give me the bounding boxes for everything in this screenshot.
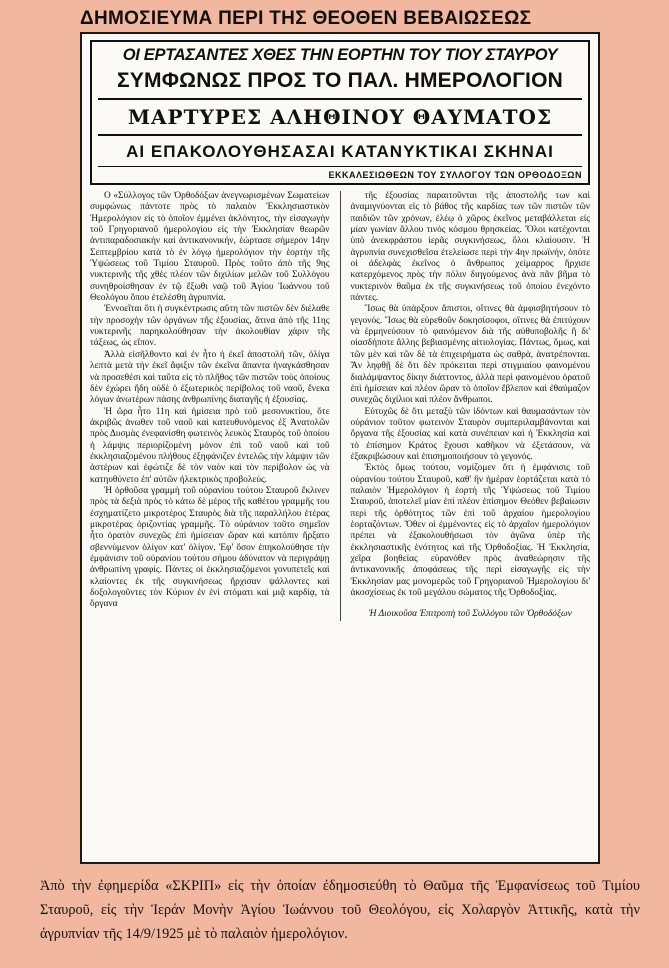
- paragraph: Ἀλλὰ εἰσῆλθοντο καὶ ἐν ἧτο ἡ ἐκεῖ ἀποστολὴ τῶν, ὀλίγα λεπτὰ μετὰ τὴν ἐκεῖ ἄφιξιν τῶν ἐκεῖνα ἅπαντα ἠναγκάσθησαν νὰ προσεθέσι καὶ ταῦτα εἰς τὸ πλῆθος τῶν πιστῶν τοὺς ὁποίους δὲν ἐχώρει ἤδη οὐδὲ ὁ ἐξωτερικὸς περίβολος τοῦ ναοῦ, ἕνεκα λόγων ἀνωτέρων πάσης ἀνθρωπίνης διαταγῆς ἡ ἐξουσίας.: [90, 349, 330, 406]
- headline-3: ΜΑΡΤΥΡΕΣ ΑΛΗΘΙΝΟΥ ΘΑΥΜΑΤΟΣ: [127, 105, 553, 129]
- headline-2: ΣΥΜΦΩΝΩΣ ΠΡΟΣ ΤΟ ΠΑΛ. ΗΜΕΡΟΛΟΓΙΟΝ: [117, 69, 563, 92]
- paragraph: τῆς ἐξουσίας παραιτοῦνται τῆς ἀποστολῆς των καὶ ἀναμιγνύονται εἰς τὸ βάθος τῆς καρδίας των τῶν πιστῶν τῶν παιδιῶν τῶν χρόνων, ἐλέῳ ὁ χῶρος ἐκεῖνος μεταβάλλεται εἰς μίαν γωνίαν ἄλλου τινὸς κόσμου θρησκείας. Ὅλοι κατέχονται ὑπὸ ἀνεκφράστου ἱερᾶς συγκινήσεως, ὅλοι κλαίουσιν. Ἡ ἀγρυπνία συνεχισθεῖσα ἐτελείωσε περὶ τὴν 4ην πρωϊνήν, ὁπότε οἱ ἀδελφὰς ἐκεῖνος ὁ ἄνθρωπος χείμαρρος ἤρχισε κατερχόμενος πρὸς τὴν πόλιν διηγούμενος ἀνὰ πᾶν βῆμα τὸ νυκτερινὸν θαῦμα ἐκ τῆς συγκινήσεως τοῦ ὁποίου ἐνεχόντο πάντες.: [350, 191, 591, 304]
- page-title: ΔΗΜΟΣΙΕΥΜΑ ΠΕΡΙ ΤΗΣ ΘΕΟΘΕΝ ΒΕΒΑΙΩΣΕΩΣ: [80, 8, 532, 29]
- divider: [98, 98, 582, 100]
- article-body: [90, 191, 590, 621]
- paragraph: Ἐκτὸς ὅμως τούτου, νομίζομεν ὅτι ἡ ἐμφάνισις τοῦ οὐρανίου τούτου Σταυροῦ, καθ' ἣν ἡμέραν ἑορτάζεται κατὰ τὸ παλαιὸν Ἡμερολόγιον ἡ ἑορτὴ τῆς Ὑψώσεως τοῦ Τιμίου Σταυροῦ, ἀποτελεῖ μίαν ἐπὶ πλέον ἐπίσημον Θεόθεν βεβαίωσιν περὶ τῆς ὀρθότητος τῶν ἐπὶ τοῦ ἀρχαίου ἡμερολογίου ἑορταζόντων. Ὅθεν οἱ ἐμμένοντες εἰς τὸ ἀρχαῖον ἡμερολόγιον πρέπει νὰ ἐξακολουθήσωσι τὸν ἀγῶνα ὑπὲρ τῆς ἐκκλησιαστικῆς ἑνότητος καὶ τῆς Ὀρθοδοξίας. Ἡ Ἐκκλησία, χεῖρα βοηθείας εὑρανόθεν πρὸς ἀναθεώρησιν τῆς ἀντικανονικῆς ἀποφάσεως τῆς περὶ εἰσαγωγῆς εἰς τὴν Ἐκκλησίαν μας μονομερῶς τοῦ Γρηγοριανοῦ Ἡμερολογίου δι' ἀκοσχίσεως ἐκ τοῦ μεγάλου σώματος τῆς Ὀρθοδοξίας.: [350, 463, 591, 599]
- signature: Ἡ Διοικοῦσα Ἐπιτροπὴ τοῦ Συλλόγου τῶν Ὀρθοδόξων: [368, 609, 572, 620]
- column-divider: [340, 191, 341, 621]
- article-column-2: [351, 191, 591, 621]
- paragraph: Ἡ ὥρα ἦτο 11η καὶ ἡμίσεια πρὸ τοῦ μεσονυκτίου, ὅτε ἀκριβῶς ἀνωθεν τοῦ ναοῦ καὶ κατευθυνόμενος ἐξ Ἀνατολῶν πρὸς Δυσμὰς ἐνεφανίσθη φωτεινὸς λευκὸς Σταυρὸς τοῦ ὁποίου ἡ λάμψις περιορίζομένη μόνον ἐπὶ τοῦ ναοῦ καὶ τοῦ ἐκκλησιαζομένου πλήθους ἐξηφάνιζεν ἐντελῶς τὴν λάμψιν τῶν ἀστέρων καὶ ἐφώτιζε δὲ τὸν ναὸν καὶ τὸν περίβολον ὡς νὰ κατηυθύνετο ἐπ' αὐτῶν ἠλεκτρικὸς προβολεύς.: [90, 406, 330, 485]
- paragraph: Ἴσως θὰ ὑπάρξουν ἄπιστοι, οἵτινες θὰ ἀμφισβητήσουν τὸ γεγονός. Ἴσως θὰ εὑρεθοῦν δοκησίσοφοι, οἵτινες θὰ ἐπιτύχουν νὰ ἑρμηνεύσουν τὸ φαινόμενον διὰ τῆς αὐθυποβολῆς ἢ δι' οἱασδήποτε ἄλλης βεβιασμένης αἰτιολογίας. Πάντως, ὅμως, καὶ τῶν μὲν καὶ τῶν δὲ τὰ ἐπιχειρήματα ὡς σαθρὰ, ἀνατρέπονται. Ἂν ληφθῇ δὲ ὅτι δὲν πρόκειται περὶ στιγμιαίου φαινομένου διαλάμψαντος δίκην διάττοντος, ἀλλὰ περὶ φαινομένου ὁρατοῦ ἐπὶ ἡμίσειαν καὶ πλέον ὥραν τὸ ὁποῖον ἔβλεπον καὶ ἐθαύμαζον συνεχῶς διχίλιοι καὶ πλέον ἄνθρωποι.: [350, 304, 591, 406]
- headline-block: [90, 40, 590, 185]
- paragraph: Ἡ ὀρθοῦσα γραμμὴ τοῦ οὐρανίου τούτου Σταυροῦ ἔκλινεν πρὸς τὰ δεξιὰ πρὸς τὸ κάτω δὲ μέρος τῆς καθέτου γραμμῆς του ἐσχηματίζετο μικροτέρος Σταυρὸς διὰ τῆς παραλλήλου ἑτέρας μικροτέρας ὁριζοντίας γραμμῆς. Τὸ οὐράνιον τοῦτο σημεῖον ἦτο ὁρατὸν συνεχῶς ἐπὶ ἡμίσειαν ὥραν καὶ κατόπιν ἤρξατο σβεννύμενον ὀλίγον κατ' ὀλίγον. Ἐφ' ὅσον ἐπηκολούθησε τὴν ἐμφάνισιν τοῦ οὐρανίου τούτου σήμου ἀδύνατον νὰ περιγράψῃ ἀνθρωπίνη γραφίς. Πάντες οἱ ἐκκλησιαζόμενοι γονυπετεῖς καὶ κλαίοντες ἐκ τῆς συγκινήσεως ἤρχισαν ψάλλοντες καὶ δοξολογοῦντες τὸν Κύριον ἐν ἑνὶ στόματι καὶ μιᾷ καρδίᾳ, τὰ ὄργανα: [90, 485, 330, 610]
- headline-4: ΑΙ ΕΠΑΚΟΛΟΥΘΗΣΑΣΑΙ ΚΑΤΑΝΥΚΤΙΚΑΙ ΣΚΗΝΑΙ: [126, 142, 554, 161]
- newspaper-clipping: [80, 32, 600, 864]
- headline-1: ΟΙ ΕΡΤΑΣΑΝΤΕΣ ΧΘΕΣ ΤΗΝ ΕΟΡΤΗΝ ΤΟΥ ΤΙΟΥ ΣΤΑΥΡΟΥ: [122, 46, 558, 64]
- caption: Ἀπὸ τὴν ἐφημερίδα «ΣΚΡΙΠ» εἰς τὴν ὁποίαν ἐδημοσιεύθη τὸ Θαῦμα τῆς Ἐμφανίσεως τοῦ Τιμίου Σταυροῦ, εἰς τὴν Ἱεράν Μονὴν Ἁγίου Ἰωάννου τοῦ Θεολόγου, εἰς Χολαργὸν Ἀττικῆς, κατὰ τὴν ἀγρυπνίαν τῆς 14/9/1925 μὲ τὸ παλαιὸν ἡμερολόγιον.: [40, 878, 640, 942]
- paragraph: Ἐννοεῖται ὅτι ἡ συγκέντρωσις αὕτη τῶν πιστῶν δὲν διέλαθε τὴν προσοχὴν τῶν ὀργάνων τῆς ἐξουσίας, ἅτινα ἀπὸ τῆς 11ης νυκτερινῆς παρηκολούθησαν τὴν ἀκολουθίαν χάριν τῆς τάξεως, ὡς εἴπον.: [90, 304, 330, 349]
- paragraph: Ο «Σύλλογος τῶν Ὀρθοδόξων ἀνεγνωρισμένων Σωματείων συμφώνως πάντοτε πρὸς τὸ παλαιὸν Ἐκκλησιαστικὸν Ἡμερολόγιον εἰς τὸ ὁποῖον ἐμμένει ἀκλόνητος, τὴν εἰσαγωγὴν τοῦ Γρηγοριανοῦ ἡμερολογίου εἰς τὴν Ἐκκλησίαν θεωρῶν ἀντιπαραδοσιακὴν καὶ ἀντικανονικήν, ἑώρτασε σήμερον 14ην Σεπτεμβρίου κατὰ τὸ ἐν λόγῳ ἡμερολόγιον τὴν ἑορτὴν τῆς Ὑψώσεως τοῦ Τιμίου Σταυροῦ. Πρὸς τοῦτο ἀπὸ τῆς 9ης νυκτερινῆς τῆς χθὲς πλέον τῶν διχιλίων μελῶν τοῦ Συλλόγου συνηθροίσθησαν ἐν τῷ ἔξωθι ναῷ τοῦ Ἁγίου Ἰωάννου τοῦ Θεολόγου ὅπου ἐτελέσθη ἀγρυπνία.: [90, 191, 330, 304]
- paragraph: Εὐτυχῶς δὲ ὅτι μεταξὺ τῶν ἰδόντων καὶ θαυμασάντων τὸν οὐράνιον τοῦτον φωτεινὸν Σταυρὸν συμπεριλαμβάνονται καὶ ὄργανα τῆς ἐξουσίας καὶ κατὰ συνέπειαν καὶ ἡ Ἐκκλησία καὶ τὸ ἐπίσημον Κράτος ἔχουσι καθῆκον νὰ ἐξετάσουν, νὰ ἐξακριβώσουν καὶ ἐπισημοποιήσουν τὸ γεγονός.: [350, 406, 591, 462]
- divider: [98, 134, 582, 136]
- headline-5: ΕΚΚΑΛΕΣΙΩΘΕΩΝ ΤΟΥ ΣΥΛΛΟΓΟΥ ΤΩΝ ΟΡΘΟΔΟΞΩΝ: [98, 166, 582, 181]
- article-column-1: [90, 191, 330, 621]
